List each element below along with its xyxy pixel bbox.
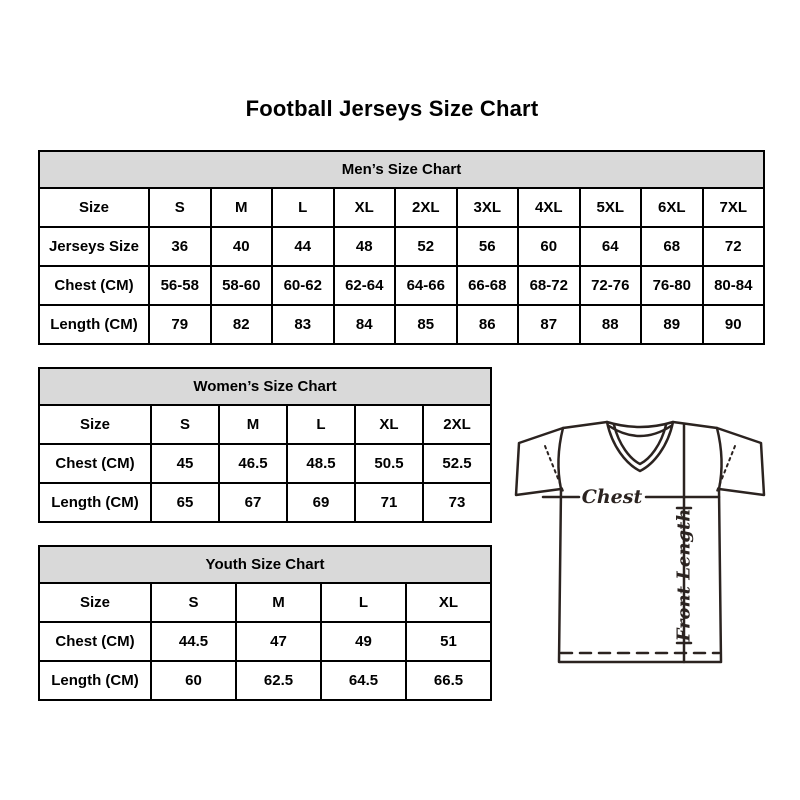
table-cell: 56	[457, 227, 519, 266]
jersey-measurement-diagram	[503, 402, 777, 692]
column-header-cell: L	[272, 188, 334, 227]
column-header-cell: 4XL	[518, 188, 580, 227]
column-header-cell: S	[151, 405, 219, 444]
table-cell: 62-64	[334, 266, 396, 305]
table-cell: 46.5	[219, 444, 287, 483]
table-cell: 89	[641, 305, 703, 344]
table-cell: 58-60	[211, 266, 273, 305]
table-cell: 56-58	[149, 266, 211, 305]
table-row	[39, 227, 764, 266]
table-title-row	[39, 368, 491, 405]
table-title-row	[39, 546, 491, 583]
table-cell: Length (CM)	[39, 483, 151, 522]
column-header-cell: 5XL	[580, 188, 642, 227]
column-header-cell: M	[236, 583, 321, 622]
table-cell: 48.5	[287, 444, 355, 483]
column-header-cell: S	[151, 583, 236, 622]
table-cell: 44	[272, 227, 334, 266]
table-row	[39, 188, 764, 227]
table-cell: 65	[151, 483, 219, 522]
table-cell: 45	[151, 444, 219, 483]
table-cell: 36	[149, 227, 211, 266]
column-header-cell: S	[149, 188, 211, 227]
table-cell: 67	[219, 483, 287, 522]
table-row	[39, 266, 764, 305]
table-cell: 64.5	[321, 661, 406, 700]
column-header-cell: 3XL	[457, 188, 519, 227]
mens-size-table	[38, 150, 765, 345]
column-header-cell: 6XL	[641, 188, 703, 227]
table-cell: 64-66	[395, 266, 457, 305]
table-cell: 48	[334, 227, 396, 266]
page-title: Football Jerseys Size Chart	[245, 96, 539, 121]
table-cell: 51	[406, 622, 491, 661]
table-row	[39, 622, 491, 661]
table-title: Men’s Size Chart	[39, 151, 764, 188]
table-cell: Chest (CM)	[39, 622, 151, 661]
column-header-cell: M	[211, 188, 273, 227]
table-cell: Chest (CM)	[39, 444, 151, 483]
table-row	[39, 444, 491, 483]
table-cell: 60	[518, 227, 580, 266]
column-header-cell: Size	[39, 583, 151, 622]
table-cell: 86	[457, 305, 519, 344]
table-cell: 84	[334, 305, 396, 344]
table-title: Women’s Size Chart	[39, 368, 491, 405]
table-cell: Chest (CM)	[39, 266, 149, 305]
table-cell: 64	[580, 227, 642, 266]
table-cell: 62.5	[236, 661, 321, 700]
column-header-cell: XL	[334, 188, 396, 227]
table-cell: 66-68	[457, 266, 519, 305]
table-cell: 69	[287, 483, 355, 522]
table-title: Youth Size Chart	[39, 546, 491, 583]
table-cell: 80-84	[703, 266, 765, 305]
table-row	[39, 661, 491, 700]
table-cell: 87	[518, 305, 580, 344]
table-row	[39, 583, 491, 622]
table-cell: 68-72	[518, 266, 580, 305]
table-cell: 49	[321, 622, 406, 661]
column-header-cell: Size	[39, 188, 149, 227]
table-cell: 60-62	[272, 266, 334, 305]
table-row	[39, 405, 491, 444]
table-cell: 72	[703, 227, 765, 266]
column-header-cell: XL	[355, 405, 423, 444]
column-header-cell: 2XL	[395, 188, 457, 227]
table-cell: 60	[151, 661, 236, 700]
column-header-cell: L	[321, 583, 406, 622]
table-cell: 52	[395, 227, 457, 266]
table-cell: 72-76	[580, 266, 642, 305]
column-header-cell: Size	[39, 405, 151, 444]
table-row	[39, 483, 491, 522]
table-cell: 50.5	[355, 444, 423, 483]
table-cell: 76-80	[641, 266, 703, 305]
table-cell: 90	[703, 305, 765, 344]
front-length-label: Front Length	[673, 508, 695, 642]
table-cell: 82	[211, 305, 273, 344]
table-cell: 73	[423, 483, 491, 522]
table-cell: 88	[580, 305, 642, 344]
table-cell: Length (CM)	[39, 305, 149, 344]
table-row	[39, 305, 764, 344]
table-cell: Jerseys Size	[39, 227, 149, 266]
jersey-outline	[516, 422, 764, 662]
table-cell: 71	[355, 483, 423, 522]
table-cell: 52.5	[423, 444, 491, 483]
column-header-cell: XL	[406, 583, 491, 622]
table-cell: 47	[236, 622, 321, 661]
table-cell: 85	[395, 305, 457, 344]
table-cell: 44.5	[151, 622, 236, 661]
womens-size-table	[38, 367, 492, 523]
column-header-cell: 7XL	[703, 188, 765, 227]
column-header-cell: 2XL	[423, 405, 491, 444]
youth-size-table	[38, 545, 492, 701]
column-header-cell: M	[219, 405, 287, 444]
table-cell: 79	[149, 305, 211, 344]
table-title-row	[39, 151, 764, 188]
table-cell: 68	[641, 227, 703, 266]
table-cell: 40	[211, 227, 273, 266]
column-header-cell: L	[287, 405, 355, 444]
chest-label: Chest	[581, 486, 643, 508]
table-cell: Length (CM)	[39, 661, 151, 700]
table-cell: 66.5	[406, 661, 491, 700]
table-cell: 83	[272, 305, 334, 344]
